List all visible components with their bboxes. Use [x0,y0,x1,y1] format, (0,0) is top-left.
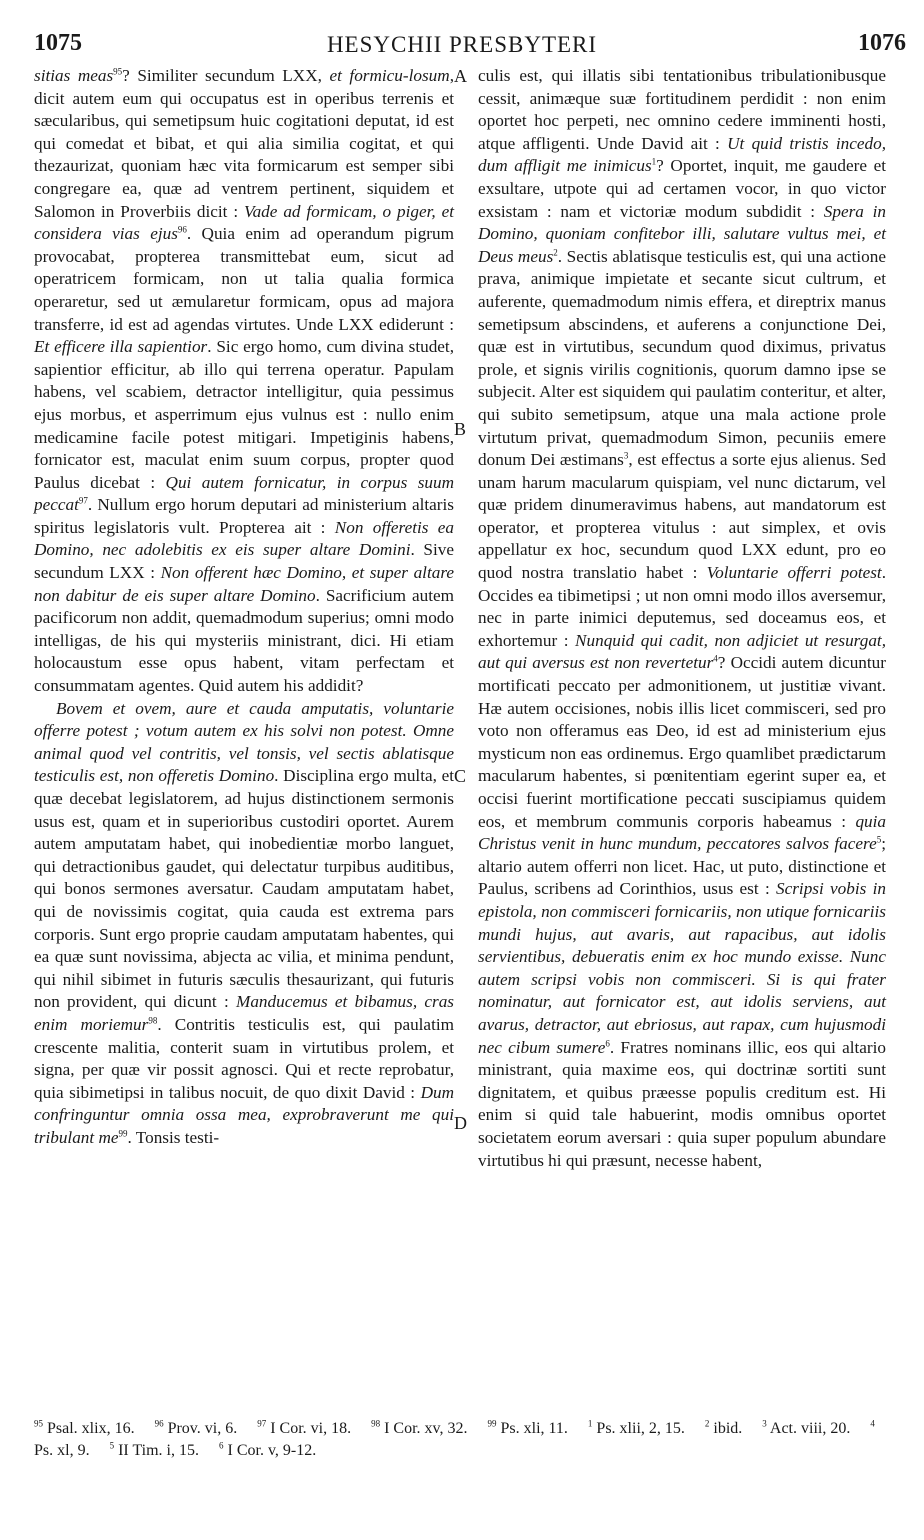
running-title: HESYCHII PRESBYTERI [326,32,598,57]
footnote-ref: 96 [177,224,187,235]
footnotes [34,1418,894,1462]
footnote-ref: 4 [713,653,718,664]
footnote-ref: 1 [651,156,657,167]
footnote-item [257,1420,351,1437]
footnote-number: 6 [219,1440,224,1451]
footnote-text: II Tim. i, 15. [114,1442,199,1459]
footnote-ref: 95 [113,66,123,77]
footnote-item [219,1442,316,1459]
footnote-number: 97 [257,1418,267,1429]
text-run: ; altario autem offerri non licet. Hac, ut puto, distinctione et Paulus, scribens ad Corinthios, usus est : [478,834,886,899]
text-run: culis est, qui illatis sibi tentationibus tribulationibusque cessit, animæque suæ fortitudinem perdidit : non enim oportet hoc perpeti, nec omnino cedere imminenti hosti, atque affligenti. Unde David ait : [478,66,886,153]
footnote-number: 2 [704,1418,710,1429]
italic-quote: quia Christus venit in hunc mundum, peccatores salvos facere [478,811,886,854]
footnote-text: I Cor. v, 9-12. [223,1442,317,1459]
italic-quote: Nunquid qui cadit, non adjiciet ut resurgat, aut qui aversus est non revertetur [478,630,886,673]
footnote-number: 96 [154,1418,164,1429]
footnote-item [588,1420,685,1437]
footnote-text: I Cor. xv, 32. [380,1420,468,1437]
text-run: . Tonsis testi- [127,1127,220,1147]
italic-quote: Et efficere illa sapientior [34,337,208,357]
text-run: . Nullum ergo horum deputari ad ministerium altaris spiritus legislatoris vult. Propterea ait : [34,495,454,537]
text-run: . Contritis testiculis est, qui paulatim crescente malitia, conterit suam in virtutibus prolem, et signa, per quæ vir possit agnosci. Qui et recte reprobatur, quia sibimetipsi in talibus nocuit, de quo dixit David : [34,1014,454,1102]
italic-quote: et formicu-losum [329,66,450,85]
footnote-ref: 98 [148,1015,158,1026]
footnote-ref: 99 [118,1128,128,1139]
text-run: . Sic ergo homo, cum divina studet, sapientior efficitur, ab illo qui terrena operatur. Papulam habens, vel scabiem, detractor intelligitur, quia pessimus ejus morbus, et asperrimum ejus vulnus est : nullo enim medicamine facile potest mitigari. Impetiginis habens, fornicator est, maculat enim suum corpus, propter quod Paulus dicebat : [34,337,454,492]
italic-quote: Qui autem fornicatur, in corpus suum peccat [34,472,454,515]
text-run: . Occides ea tibimetipsi ; ut non omni modo illos aversemur, nec in parte inimici deputemus, sed doceamus eos, et exhortemur : [478,563,886,650]
footnote-item [110,1442,199,1459]
text-run: . Fratres nominans illic, eos qui altario ministrant, quia maxime eos, qui doctrinæ sortiti sunt dignitatem, et quibus præesse populis creditum est. Hi enim si quid tale habuerint, modis omnibus oportet societatem eorum aversari : quia super populum abundare virtutibus hi qui præsunt, necesse habent, [478,1037,886,1170]
footnote-number: 95 [34,1418,43,1429]
footnote-item [705,1420,742,1437]
left-column [34,65,454,1150]
footnote-number: 4 [870,1418,875,1429]
italic-quote: Manducemus et bibamus, cras enim moriemur [34,992,454,1034]
margin-letter-b: B [454,419,467,439]
text-run: . Sacrificium autem pacificorum non addit, quemadmodum superius; omni modo intelligas, de his qui mysteriis ministrant, dici. Hi etiam holocaustum esse opus habent, vitam perfectam et consummatam agentes. Quid autem his addidit? [34,585,454,696]
italic-quote: Dum confringuntur omnia ossa mea, exprobraverunt me qui tribulant me [34,1082,454,1147]
italic-quote: Scripsi vobis in epistola, non commisceri fornicariis, non utique fornicariis mundi hujus, aut avaris, aut rapacibus, aut idolis servientibus, debueratis enim ex hoc mundo exisse. Nunc autem scripsi vobis non commisceri. Si is qui frater nominatur, aut fornicator est, aut idolis serviens, aut avarus, detractor, aut ebriosus, aut rapax, cum hujusmodi nec cibum sumere [478,879,886,1057]
footnote-number: 99 [487,1418,497,1429]
italic-quote: Non offeretis ea Domino, nec adolebitis ex eis super altare Domini [34,517,454,560]
italic-quote: Bovem et ovem, aure et cauda amputatis, voluntarie offerre potest ; votum autem ex his solvi non potest. Omne animal quod vel contritis, vel tonsis, vel sectis ablatisque testiculis est, non offeretis Domino [34,698,454,786]
footnote-ref: 5 [876,834,882,845]
footnote-ref: 3 [623,450,629,461]
footnote-item [762,1420,850,1437]
text-run: , dicit autem eum qui occupatus est in operibus terrenis et sæcularibus, qui semetipsum huic cogitationi deputat, id est qui comedat et bibat, et qui alia similia cogitat, et qui thezaurizat, quoniam hæc vita formicarum est semper sibi congregare ea, quæ ad ventrem pertinent, siquidem et Salomon in Proverbiis dicit : [34,66,454,221]
italic-quote: Vade ad formicam, o piger, et considera vias ejus [34,201,454,244]
footnote-text: ibid. [709,1420,743,1437]
footnote-number: 1 [587,1418,593,1429]
text-run: . Quia enim ad operandum pigrum provocabat, propterea transmittebat eum, sicut ad operatricem formicam, non ut talia qualia formica operaretur, sed ut æmularetur formicam, opus ad majora transferre, id est ad agendas virtutes. Unde LXX ediderunt : [34,224,454,334]
italic-quote: Voluntarie offerri potest [706,563,882,583]
footnote-text: Ps. xlii, 2, 15. [592,1420,685,1437]
text-run: . Sive secundum LXX : [34,540,454,583]
text-run: . Sectis ablatisque testiculis est, qui una actione prava, animique impietate et secante sicut cultrum, et auferente, quemadmodum nimis effera, et direptrix manus semetipsum abscindens, et auferens a conjunctione Dei, quæ est in virtutibus, secundum quod diximus, privatus prole, et signis virilis cognitionis, quorum damno ipse se subjecit. Alter est siquidem qui paulatim conteritur, et alter, qui subito semetipsum, atque una mala actione prole virtutum privat, quemadmodum Simon, pecuniis emere donum Dei æstimans [478,246,886,470]
text-run: ? Occidi autem dicuntur mortificati peccato per admonitionem, ut justitiæ vivant. Hæ autem occisiones, nobis illis licet commisceri, sed pro voto non offeramus eas Deo, id est ad ministerium ejus mysticum non eas ordinemus. Ergo quamlibet prædictarum macularum habentes, si pœnitentiam egerint super ea, et occisi fuerint mortificatione peccati suscipiamus quidem eos, et membrum communis corporis habeamus : [478,653,886,831]
paragraph [478,65,886,1172]
footnote-text: Prov. vi, 6. [163,1420,238,1437]
italic-quote: Non offerent hæc Domino, et super altare non dabitur de eis super altare Domino [34,563,454,605]
page-number-left: 1075 [34,30,82,56]
footnote-ref: 2 [553,247,558,258]
footnote-text: Ps. xli, 11. [496,1420,568,1437]
paragraph [34,698,454,1150]
footnote-text: Ps. xl, 9. [34,1442,90,1459]
footnote-text: Act. viii, 20. [766,1420,851,1437]
footnote-item [34,1420,135,1437]
margin-letter-a: A [454,66,467,86]
text-run: ? Similiter secundum LXX, [122,66,330,85]
footnote-item [488,1420,568,1437]
right-column [478,65,886,1172]
footnote-number: 5 [109,1440,115,1451]
footnote-number: 98 [371,1418,381,1429]
footnote-number: 3 [762,1418,767,1429]
margin-letter-d: D [454,1113,467,1133]
text-run: ? Oportet, inquit, me gaudere et exsultare, utpote qui ad certamen vocor, in quo victor exsistam : nam et victoriæ modum subdidit : [478,156,886,221]
text-run: . Disciplina ergo multa, et quæ decebat legislatorem, ad hujus distinctionem sermonis usus est, quam et in superioribus custodiri oportet. Aurem autem amputatam habet, qui inobedientiæ morbo languet, qui detractionibus gaudet, qui delectatur turpibus auditibus, qui bonos sermones aversatur. Caudam amputatam habet, qui de novissimis cogitat, quia cauda est extrema pars corporis. Sunt ergo proprie caudam amputatam habentes, qui ea quæ sunt novissima, abjecta ac vilia, et minima pendunt, qui nihil sibimet in futuris sæculis thesaurizant, qui futuris non provident, qui dicunt : [34,766,454,1012]
footnote-text: I Cor. vi, 18. [266,1420,352,1437]
italic-quote: Ut quid tristis incedo, dum affligit me inimicus [478,133,886,176]
text-run: , est effectus a sorte ejus alienus. Sed unam harum macularum quispiam, vel nunc dictarum, vel quæ pridem dinumeravimus habens, aut mandatorum est operator, et propterea vitulus : aut simplex, et ovis appellatur ex hoc, secundum quod LXX edunt, pro eo quod nostra translatio habet : [478,450,886,583]
italic-quote: Spera in Domino, quoniam confitebor illi, salutare vultus mei, et Deus meus [478,201,886,266]
footnote-ref: 6 [605,1037,610,1048]
footnote-ref: 97 [78,495,88,506]
page-header [0,30,924,62]
margin-letter-c: C [454,766,467,786]
page-number-right: 1076 [858,30,906,56]
italic-quote: sitias meas [34,66,114,85]
footnote-item [371,1420,467,1437]
paragraph [34,65,454,698]
footnote-item [155,1420,238,1437]
footnote-text: Psal. xlix, 16. [43,1420,135,1437]
